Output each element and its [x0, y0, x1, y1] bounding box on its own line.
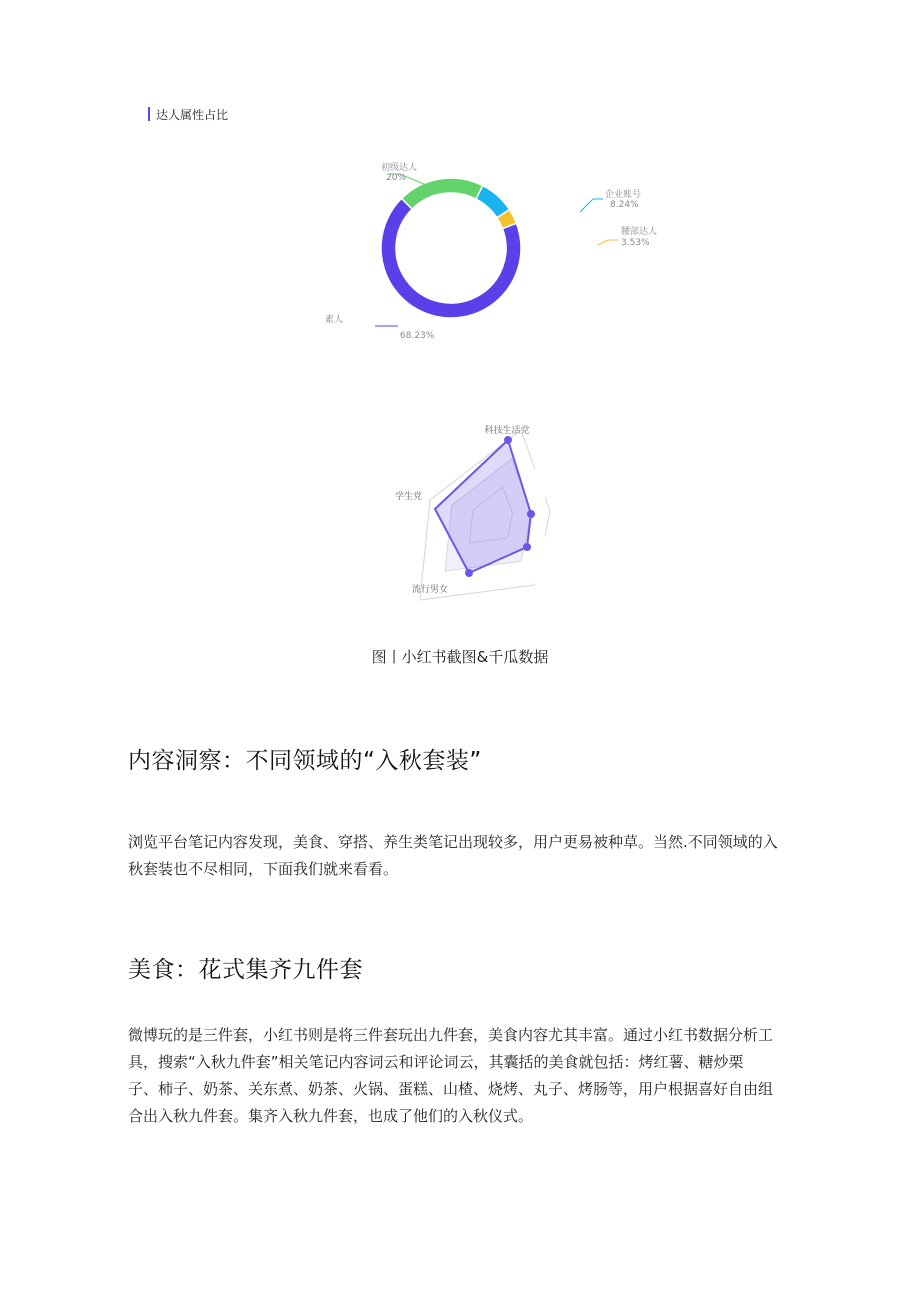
section-paragraph-intro — [128, 829, 808, 883]
slice-label: 腰部达人 — [621, 227, 658, 237]
paragraph-line: 浏览平台笔记内容发现，美食、穿搭、养生类笔记出现较多，用户更易被种草。当然.不同领域的入 — [128, 833, 778, 851]
radar-axis-label: 流行男女 — [411, 585, 449, 595]
slice-value-label: 68.23% — [400, 331, 435, 341]
radar-point — [527, 510, 535, 518]
chart-title: 达人属性占比 — [156, 107, 229, 122]
radar-point — [504, 436, 512, 444]
paragraph-line: 合出入秋九件套。集齐入秋九件套，也成了他们的入秋仪式。 — [128, 1107, 534, 1125]
paragraph-line: 秋套装也不尽相同，下面我们就来看看。 — [128, 860, 399, 878]
slice-label: 素人 — [325, 315, 344, 325]
donut-slice — [402, 178, 483, 209]
slice-label: 初级达人 — [381, 163, 418, 173]
slice-value-label: 8.24% — [610, 200, 639, 210]
radar-point — [465, 569, 473, 577]
slice-value-label: 3.53% — [621, 238, 650, 248]
donut-chart — [325, 140, 658, 341]
leader-line — [580, 199, 603, 212]
radar-axis-label: 学生党 — [394, 492, 422, 502]
slice-value-label: 20% — [386, 173, 407, 183]
radar-chart — [385, 415, 545, 600]
paragraph-line: 子、柿子、奶茶、关东煮、奶茶、火锅、蛋糕、山楂、烧烤、丸子、烤肠等，用户根据喜好自由组 — [128, 1080, 774, 1098]
radar-axis-label: 科技生活党 — [484, 426, 530, 436]
section-paragraph-food — [128, 1022, 808, 1130]
accent-bar — [148, 107, 150, 121]
paragraph-line: 具，搜索“入秋九件套”相关笔记内容词云和评论词云，其囊括的美食就包括：烤红薯、糖炒栗 — [128, 1053, 744, 1071]
leader-line — [598, 240, 618, 245]
slice-label: 企业账号 — [605, 190, 642, 200]
radar-crop-mask — [535, 415, 545, 600]
chart-header — [148, 106, 228, 122]
figure-caption: 图丨小红书截图&千瓜数据 — [371, 648, 549, 666]
radar-point — [523, 543, 531, 551]
section-heading-food: 美食：花式集齐九件套 — [128, 957, 363, 983]
paragraph-line: 微博玩的是三件套，小红书则是将三件套玩出九件套，美食内容尤其丰富。通过小红书数据分析工 — [128, 1026, 774, 1044]
section-heading-content-insight: 内容洞察：不同领域的“入秋套装” — [128, 748, 482, 774]
